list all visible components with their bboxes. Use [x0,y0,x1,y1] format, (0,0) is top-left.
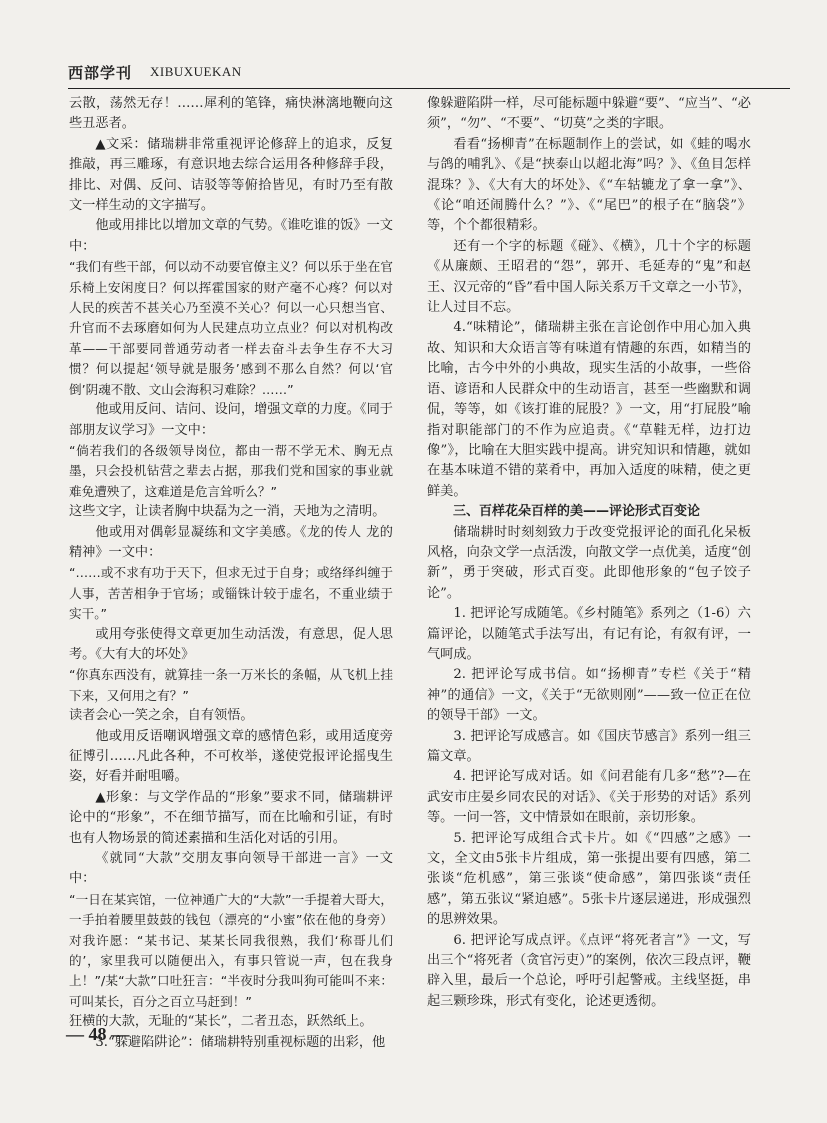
paragraph: 4. 把评论写成对话。如《问君能有几多“愁”?—在武安市庄晏乡同农民的对话》、《关于形势的对话》系列等。一问一答，文中情景如在眼前，亲切形象。 [427,769,751,826]
quote-paragraph: “倘若我们的各级领导岗位，都由一帮不学无术、胸无点墨，只会投机钻营之辈去占据，那我们党和国家的事业就难免遭殃了，这难道是危言耸听么？” [69,442,393,499]
paragraph: 他或用反问、诘问、设问，增强文章的力度。《同于部朋友议学习》一文中： [69,402,393,438]
paragraph: 他或用排比以增加文章的气势。《谁吃谁的饭》一文中： [69,218,393,254]
paragraph: 1. 把评论写成随笔。《乡村随笔》系列之（1-6）六篇评论，以随笔式手法写出，有记有论，有叙有评，一气呵成。 [427,606,751,662]
right-column [427,94,751,1012]
quote-paragraph: “一日在某宾馆，一位神通广大的“大款”一手提着大哥大，一手拍着腰里鼓鼓的钱包（漂亮的“小蜜”依在他的身旁）对我许愿：“某书记、某某长同我很熟，我们‘称哥儿们的’，家里我可以随便出入，有事只管说一声，包在我身上！”/某“大款”口吐狂言：“半夜时分我叫狗可能叫不来：可叫某长，百分之百立马赶到！” [69,891,393,1009]
paragraph: 他或用对偶彰显凝练和文字美感。《龙的传人 龙的精神》一文中： [69,524,393,560]
journal-title: 西部学刊 [68,64,133,82]
paragraph: 读者会心一笑之余，自有领悟。 [69,708,254,724]
paragraph: 或用夸张使得文章更加生动活泼，有意思，促人思考。《大有大的坏处》 [69,626,393,662]
paragraph: 云散，荡然无存！……犀利的笔锋，痛快淋漓地鞭向这些丑恶者。 [69,96,393,132]
paragraph: 《就同“大款”交朋友事向领导干部进一言》一文中： [69,851,393,887]
paragraph: 还有一个字的标题《碰》、《横》，几十个字的标题《从廉颇、王昭君的“怨”，郭开、毛延寿的“鬼”和赵王、汉元帝的“昏”看中国人际关系万千文章之一小节》，让人过目不忘。 [427,238,751,316]
section-heading: 三、百样花朵百样的美——评论形式百变论 [453,504,701,520]
running-header [40,58,784,88]
page-number: — 48 — [66,1024,129,1044]
header-rule [68,88,790,89]
quote-paragraph: “你真东西没有，就算挂一条一万米长的条幅，从飞机上挂下来，又何用之有？” [69,667,393,703]
paragraph: 3. 把评论写成感言。如《国庆节感言》系列一组三篇文章。 [427,728,751,764]
paragraph: 6. 把评论写成点评。《点评“将死者言”》一文，写出三个“将死者（贪官污吏）”的案例，依次三段点评，鞭辟入里，最后一个总论，呼吁引起警戒。主线坚挺，串起三颗珍珠，形式有变化，论述更透彻。 [427,932,751,1009]
paragraph: 狂横的大款，无耻的“某长”，二者丑态，跃然纸上。 [69,1014,373,1030]
paragraph: 像躲避陷阱一样，尽可能标题中躲避“要”、“应当”、“必须”，“勿”、“不要”、“切莫”之类的字眼。 [427,96,751,132]
left-column [69,94,393,1053]
quote-paragraph: “……或不求有功于天下，但求无过于自身；或络绎纠缠于人事，苦苦相争于官场；或锱铢计较于虚名，不重业绩于实干。” [69,565,393,622]
quote-paragraph: “我们有些干部，何以动不动要官僚主义？何以乐于坐在官乐椅上安闲度日？何以挥霍国家的财产毫不心疼？何以对人民的疾苦不甚关心乃至漠不关心？何以一心只想当官、升官而不去琢磨如何为人民建点功立点业？何以对机构改革——干部要同普通劳动者一样去奋斗去争生存不大习惯？何以提起‘领导就是服务’感到不那么自然？何以‘官倒’阴魂不散、文山会海积习难除？……” [69,259,393,397]
paragraph: 5. 把评论写成组合式卡片。如《“四感”之感》一文，全文由5张卡片组成，第一张提出要有四感，第二张谈“危机感”，第三张谈“使命感”，第四张谈“责任感”，第五张议“紧迫感”。5张卡片逐层递进，形成强烈的思辨效果。 [427,830,751,928]
paragraph: ▲文采：储瑞耕非常重视评论修辞上的追求，反复推敲，再三雕琢，有意识地去综合运用各种修辞手段，排比、对偶、反问、诘驳等等俯拾皆见，有时乃至有散文一样生动的文字描写。 [69,136,393,214]
journal-pinyin: XIBUXUEKAN [150,64,242,79]
paragraph: 这些文字，让读者胸中块磊为之一消，天地为之清明。 [69,504,386,520]
paragraph: 4.“味精论”，储瑞耕主张在言论创作中用心加入典故、知识和大众语言等有味道有情趣的东西，如精当的比喻，古今中外的小典故，现实生活的小故事，一些俗语、谚语和人民群众中的生动语言，甚至一些幽默和调侃，等等，如《该打谁的屁股？》一文，用“打屁股”喻指对职能部门的不作为应追责。《“草鞋无样，边打边像”》，比喻在大胆实践中提高。讲究知识和情趣，就如在基本味道不错的菜肴中，再加入适度的味精，使之更鲜美。 [427,320,751,499]
paragraph: 3.“躲避陷阱论”：储瑞耕特别重视标题的出彩，他 [95,1034,386,1050]
paragraph: 2. 把评论写成书信。如“扬柳青”专栏《关于“精神”的通信》一文，《关于“无欲则刚”——致一位正在位的领导干部》一文。 [427,667,751,724]
paragraph: 他或用反语嘲讽增强文章的感情色彩，或用适度旁征博引……凡此各种，不可枚举，遂使党报评论摇曳生姿，好看并耐咀嚼。 [69,728,393,785]
paragraph: 看看“扬柳青”在标题制作上的尝试，如《蛙的喝水与鸽的哺乳》、《是“挟泰山以超北海”吗？》、《鱼目怎样混珠？》、《大有大的坏处》、《“车轱辘龙了拿一拿”》、《论“咱还闹腾什么？”》、《“尾巴”的根子在“脑袋”》等，个个都很精彩。 [427,136,751,234]
paragraph: 储瑞耕时时刻刻致力于改变党报评论的面孔化呆板风格，向杂文学一点活泼，向散文学一点优美，适度“创新”，勇于突破，形式百变。此即他形象的“包子饺子论”。 [427,524,751,601]
paragraph: ▲形象：与文学作品的“形象”要求不同，储瑞耕评论中的“形象”，不在细节描写，而在比喻和引证，有时也有人物场景的简述素描和生活化对话的引用。 [69,789,393,846]
